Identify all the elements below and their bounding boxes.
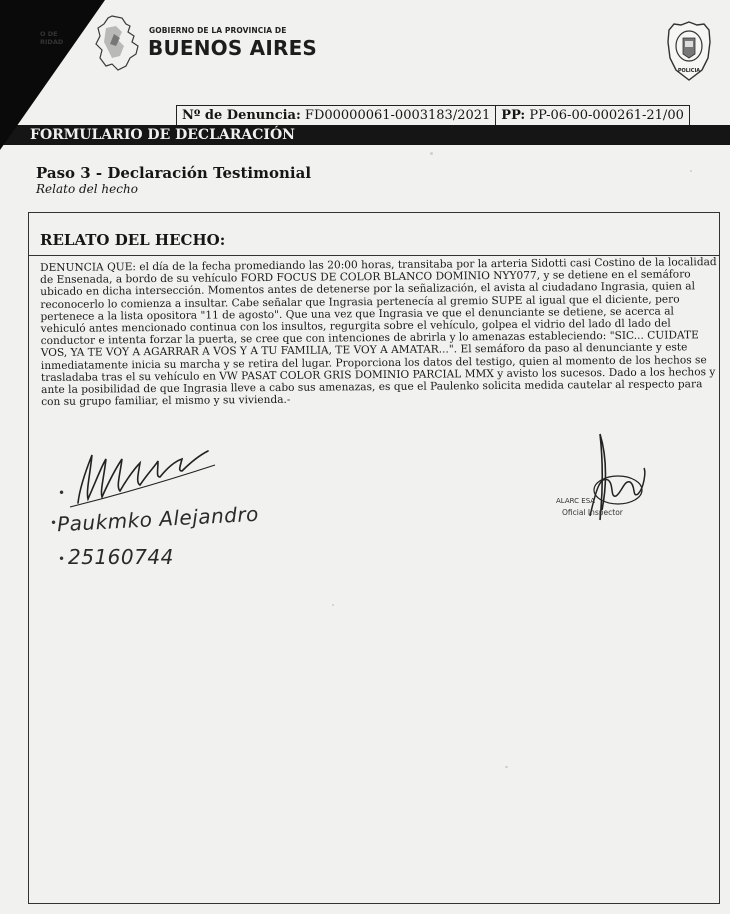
officer-stamp-rank: Oficial Inspector bbox=[562, 508, 623, 517]
denuncia-number: FD00000061-0003183/2021 bbox=[304, 108, 491, 123]
officer-stamp-name: ALARC ESA bbox=[556, 497, 596, 505]
scan-speck bbox=[505, 766, 508, 768]
form-title-bar: FORMULARIO DE DECLARACIÓN bbox=[0, 125, 730, 145]
step-subtitle: Relato del hecho bbox=[36, 182, 138, 196]
relato-heading: RELATO DEL HECHO: bbox=[40, 231, 226, 249]
police-badge-icon bbox=[664, 20, 714, 82]
ministry-label-fragment: O DE RIDAD bbox=[40, 30, 64, 46]
svg-text:POLICIA: POLICIA bbox=[677, 68, 701, 74]
gov-subtitle: GOBIERNO DE LA PROVINCIA DE bbox=[149, 26, 287, 35]
pp-label: PP: bbox=[501, 108, 526, 123]
pp-number: PP-06-00-000261-21/00 bbox=[529, 108, 684, 123]
scan-corner-shadow bbox=[0, 0, 105, 150]
gov-title: BUENOS AIRES bbox=[148, 36, 318, 60]
bullet-mark: • bbox=[58, 486, 66, 500]
relato-body: DENUNCIA QUE: el día de la fecha promediando las 20:00 horas, transitaba por la arteria Sidotti casi Costino de la localidad de Ensenada, a bordo de su vehículo FORD FOCUS DE COLOR BLANCO DOMINIO NYY077, y se detiene en el semáforo ubicado en dicha intersección. Momentos antes de detenerse por la señalización, el avista al ciudadano Ingrasia, quien al reconocerlo lo comienza a insultar. Cabe señalar que Ingrasia pertenecía al gremio SUPE al igual que el diciente, pero pertenece a la lista opositora "11 de agosto". Que una vez que Ingrasia ve que el denunciante se detiene, se acerca al vehiculó antes mencionado continua con los insultos, regurgita sobre el vehículo, golpea el vidrio del lado dl lado del conductor e intenta forzar la puerta, se cree que con intenciones de abrirla y lo amenazas estableciendo: "SIC... CUIDATE VOS, YA TE VOY A AGARRAR A VOS Y A TU FAMILIA, TE VOY A AMATAR...". El semáforo da paso al denunciante y este inmediatamente inicia su marcha y se retira del lugar. Proporciona los datos del testigo, quien al momento de los hechos se trasladaba tras el su vehículo en VW PASAT COLOR GRIS DOMINIO PARCIAL MMX y avisto los sucesos. Dado a los hechos y ante la posibilidad de que Ingrasia lleve a cabo sus amenazas, es que el Paulenko solicita medida cautelar al respecto para con su grupo familiar, el mismo y su vivienda.- bbox=[40, 256, 717, 409]
scan-speck bbox=[690, 170, 692, 172]
bullet-mark: • bbox=[50, 516, 58, 530]
scan-speck bbox=[332, 604, 334, 606]
denuncia-label: Nº de Denuncia: bbox=[182, 108, 301, 123]
declarant-name-handwritten: Paukmko Alejandro bbox=[56, 501, 260, 537]
declarant-dni-handwritten: 25160744 bbox=[68, 545, 174, 569]
bullet-mark: • bbox=[58, 552, 66, 566]
scan-speck bbox=[430, 152, 433, 155]
relato-divider bbox=[29, 255, 719, 256]
step-title: Paso 3 - Declaración Testimonial bbox=[36, 164, 312, 182]
